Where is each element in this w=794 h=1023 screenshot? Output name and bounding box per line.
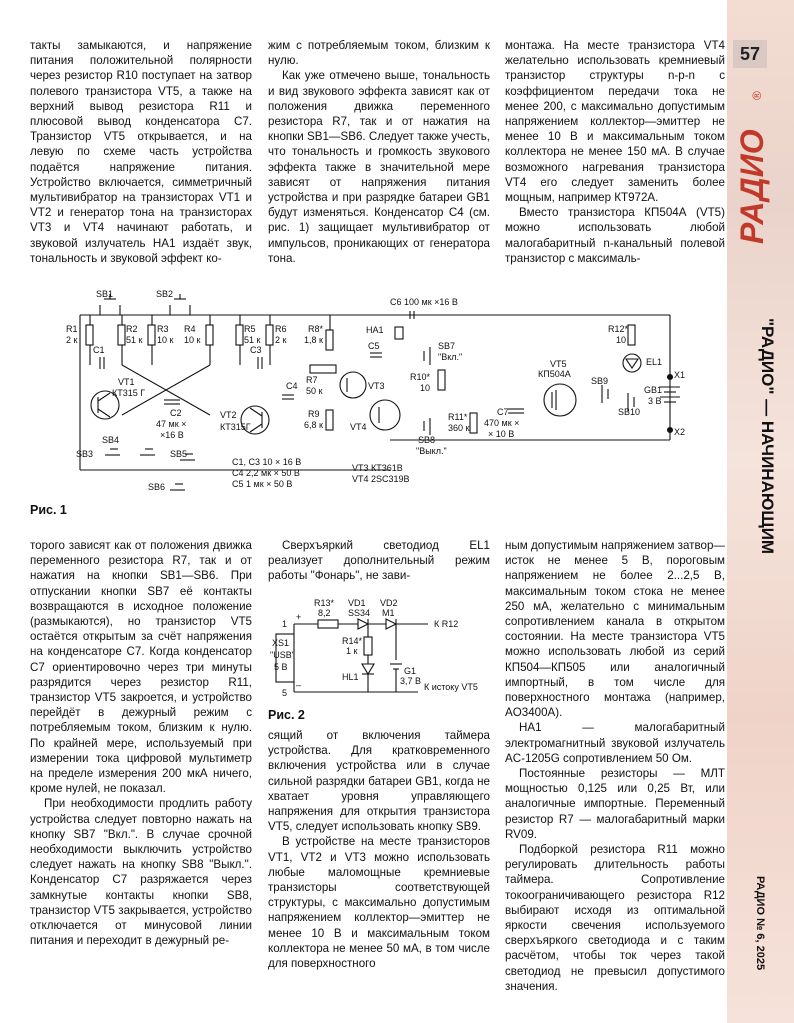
label-gb1v: 3 В: [648, 396, 662, 406]
label-sb1: SB1: [96, 289, 114, 299]
label-g1v: 3,7 В: [400, 676, 422, 686]
label-g1: G1: [404, 666, 417, 676]
label-r10v: 10: [420, 383, 431, 393]
label-c3: C3: [250, 345, 262, 355]
magazine-logo: [733, 86, 773, 251]
label-xs1v2: 5 В: [274, 662, 288, 672]
label-r13v: 8,2: [318, 608, 331, 618]
label-sb8v: "Выкл.": [416, 446, 447, 456]
label-sb9: SB9: [591, 376, 609, 386]
label-vt1: VT1: [118, 377, 135, 387]
label-xs1v: "USB": [270, 650, 295, 660]
paragraph: сящий от включения таймера устройства. Для кратковременного включения устройства или в случае сильной разрядки батареи GB1, когда не хватает уровня управляющего напряжения для открытия транзистора VT5, следует использовать кнопку SB9.: [268, 729, 490, 834]
label-vt2: VT2: [220, 410, 237, 420]
label-c2v: 47 мк ×: [156, 419, 187, 429]
label-sb7: SB7: [438, 341, 456, 351]
label-r10: R10*: [410, 372, 431, 382]
label-c7: C7: [497, 407, 509, 417]
text-column-1: [30, 38, 252, 266]
label-el1: EL1: [646, 357, 663, 367]
figure-2-caption: Рис. 2: [268, 708, 305, 722]
label-ha1: HA1: [366, 325, 384, 335]
issue-footer: [752, 870, 774, 1010]
label-plus: +: [296, 612, 302, 622]
label-r2: R2: [126, 324, 138, 334]
label-r4: R4: [184, 324, 196, 334]
label-r7: R7: [306, 375, 318, 385]
label-r11: R11*: [448, 412, 468, 422]
label-r5: R5: [244, 324, 256, 334]
figure-1-caption: Рис. 1: [30, 503, 67, 517]
logo-mark: ®: [750, 91, 764, 100]
text-column-4: [30, 538, 252, 948]
label-sb4: SB4: [102, 435, 120, 445]
paragraph: В устройстве на месте транзисторов VT1, VT2 и VT3 можно использовать любые маломощные кремниевые транзисторы соответствующей структуры, с максимально допустимым напряжением коллектор—эмиттер не менее 10 В и максимальным током коллектора не менее 50 мА, в том числе для поверхностного: [268, 835, 490, 971]
svg-text:"РАДИО" — НАЧИНАЮЩИМ: "РАДИО" — НАЧИНАЮЩИМ: [758, 318, 777, 555]
label-r7v: 50 к: [306, 386, 323, 396]
label-r14v: 1 к: [346, 646, 358, 656]
label-sb3: SB3: [76, 449, 94, 459]
paragraph: Вместо транзистора КП504А (VT5) можно использовать любой малогабаритный n-канальный полевой транзистор с максималь-: [505, 206, 725, 265]
label-vt4: VT4: [350, 422, 367, 432]
label-r1: R1: [66, 324, 78, 334]
section-title: [752, 318, 782, 618]
schematic-figure-2: [268, 592, 490, 704]
text-column-6: [505, 538, 725, 994]
label-r8v: 1,8 к: [304, 335, 323, 345]
label-x1: X1: [674, 370, 686, 380]
page-number: 57: [733, 40, 767, 68]
text-column-5: [268, 728, 490, 971]
label-sb8: SB8: [418, 435, 436, 445]
label-note1: C1, C3 10 × 16 В: [232, 457, 302, 467]
label-r4v: 10 к: [184, 335, 201, 345]
label-c7v2: × 10 В: [488, 429, 515, 439]
paragraph: монтажа. На месте транзистора VT4 желательно использовать кремниевый транзистор структуры n-p-n с коэффициентом передачи тока не менее 200, с максимально допустимым напряжением коллектор—эмиттер не менее 10 В и максимальным током коллектора не менее 150 мА. В случае возможного нагревания транзистора VT4 его следует заменить более мощным, например КТ972А.: [505, 39, 725, 205]
label-r9v: 6,8 к: [304, 420, 323, 430]
label-r9: R9: [308, 409, 320, 419]
paragraph: HA1 — малогабаритный электромагнитный звуковой излучатель AC-1205G сопротивлением 50 Ом.: [505, 721, 725, 765]
label-note5: VT4 2SC319B: [352, 474, 410, 484]
label-r2v: 51 к: [126, 335, 143, 345]
label-note4: VT3 КТ361В: [352, 463, 403, 473]
label-c7v: 470 мк ×: [484, 418, 520, 428]
label-vd2v: M1: [382, 608, 395, 618]
label-r5v: 51 к: [244, 335, 261, 345]
label-note3: C5 1 мк × 50 В: [232, 479, 293, 489]
label-vd2: VD2: [380, 598, 398, 608]
label-r13: R13*: [314, 598, 335, 608]
text-column-2: [268, 38, 490, 266]
label-r3v: 10 к: [157, 335, 174, 345]
paragraph: ным допустимым напряжением затвор—исток не менее 5 В, пороговым напряжением не более 2...2,5 В, максимальным током стока не менее 250 мА, желательно с минимальным сопротивлением канала в открытом состоянии. На месте транзистора VT5 можно использовать любой из серий КП504—КП505 или аналогичный импортный, в том числе для поверхностного монтажа (например, AO3400A).: [505, 539, 725, 720]
label-r6v: 2 к: [275, 335, 287, 345]
label-r8: R8*: [308, 324, 324, 334]
label-r12v: 10: [616, 335, 627, 345]
label-pin5: 5: [282, 688, 288, 698]
label-c2v2: ×16 В: [160, 430, 184, 440]
label-xs1: XS1: [272, 638, 290, 648]
label-kvt5: К истоку VT5: [424, 682, 478, 692]
label-vt5: VT5: [550, 359, 567, 369]
text-column-3: [505, 38, 725, 266]
label-sb7v: "Вкл.": [438, 352, 463, 362]
label-vt1v: КТ315 Г: [112, 388, 146, 398]
paragraph: торого зависят как от положения движка переменного резистора R7, так и от нажатия на кнопки SB1—SB6. При отпускании кнопки SB7 её контакты возвращаются в исходное положение (размыкаются), но транзистор VT5 остаётся открытым за счёт напряжения на конденсаторе C7. Когда конденсатор C7 ориентировочно через три минуты разрядится через резистор R11, транзистор VT5 закроется, и устройство перейдёт в дежурный режим с потребляемым током, близким к нулю. По крайней мере, используемый при измерении тока цифровой мультиметр на пределе измерения 200 мкА ничего, кроме нулей, не показал.: [30, 539, 252, 796]
paragraph: Постоянные резисторы — МЛТ мощностью 0,125 или 0,25 Вт, или аналогичные импортные. Переменный резистор R7 — малогабаритный марки RV09.: [505, 767, 725, 841]
paragraph: При необходимости продлить работу устройства следует повторно нажать на кнопку SB7 "Вкл.". В случае срочной необходимости выключить устройство следует нажать на кнопку SB8 "Выкл.". Конденсатор C7 разряжается через замкнутые контакты кнопки SB8, транзистор VT5 закрывается, устройство отключается от минусовой линии питания и переходит в дежурный ре-: [30, 797, 252, 948]
label-pin1: 1: [282, 619, 288, 629]
label-sb10: SB10: [618, 407, 641, 417]
label-sb2: SB2: [156, 289, 174, 299]
label-gb1: GB1: [644, 385, 663, 395]
label-vt3: VT3: [368, 381, 385, 391]
svg-text:РАДИО № 6, 2025: РАДИО № 6, 2025: [754, 876, 766, 971]
label-c2: C2: [170, 408, 182, 418]
label-r3: R3: [157, 324, 169, 334]
text-column-5-top: [268, 538, 490, 584]
label-minus: –: [296, 680, 302, 690]
label-sb6: SB6: [148, 482, 166, 492]
label-r12: R12*: [608, 324, 629, 334]
label-vt2v: КТ315Г: [220, 422, 251, 432]
paragraph: Как уже отмечено выше, тональность и вид звукового эффекта зависят как от положения движка переменного резистора R7, так и от нажатия на кнопки SB1—SB6. Следует также учесть, что тональность и громкость звукового эффекта также в значительной мере зависят от напряжения питания устройства и при разрядке батареи GB1 будут изменяться. Конденсатор C4 (см. рис. 1) защищает мультивибратор от импульсов, проникающих от генератора тона.: [268, 69, 490, 265]
paragraph: жим с потребляемым током, близким к нулю.: [268, 39, 490, 68]
label-r6: R6: [275, 324, 287, 334]
paragraph: Подборкой резистора R11 можно регулировать длительность работы таймера. Сопротивление токоограничивающего резистора R12 выбирают исходя из оптимальной яркости свечения используемого сверхъяркого светодиода и с таким расчётом, чтобы ток через такой светодиод не превысил допустимого значения.: [505, 843, 725, 993]
label-c4: C4: [286, 381, 298, 391]
label-r14: R14*: [342, 636, 363, 646]
label-c1: C1: [93, 345, 105, 355]
label-kr12: К R12: [434, 619, 459, 629]
paragraph: такты замыкаются, и напряжение питания положительной полярности через резистор R10 поступает на затвор полевого транзистора VT5, а также на верхний вывод резистора R11 и плюсовой вывод конденсатора C7. Транзистор VT5 открывается, и на левую по схеме часть устройства подаётся напряжение питания. Устройство включается, симметричный мультивибратор на транзисторах VT1 и VT2 и генератор тона на транзисторах VT3 и VT4 начинают работать, и звуковой излучатель HA1 издаёт звук, тональность и звуковой эффект ко-: [30, 39, 252, 265]
paragraph: Сверхъяркий светодиод EL1 реализует дополнительный режим работы "Фонарь", не зави-: [268, 539, 490, 583]
label-x2: X2: [674, 427, 686, 437]
label-c5: C5: [368, 341, 380, 351]
label-vt5v: КП504А: [538, 369, 571, 379]
label-note2: C4 2,2 мк × 50 В: [232, 468, 300, 478]
label-sb5: SB5: [170, 449, 188, 459]
label-c6: C6 100 мк ×16 В: [390, 297, 458, 307]
label-r11v: 360 к: [448, 423, 470, 433]
logo-text: РАДИО: [734, 129, 770, 244]
label-r1v: 2 к: [66, 335, 78, 345]
label-hl1: HL1: [342, 672, 359, 682]
label-vd1v: SS34: [348, 608, 371, 618]
label-vd1: VD1: [348, 598, 366, 608]
schematic-figure-1: [60, 285, 700, 510]
